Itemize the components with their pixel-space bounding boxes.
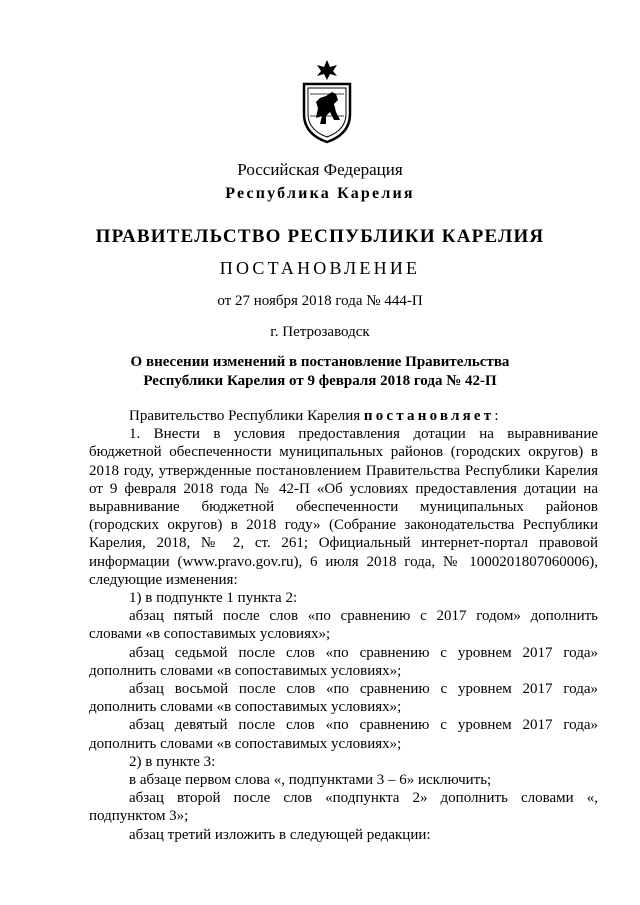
preamble-text: Правительство Республики Карелия (129, 408, 364, 424)
subject-line-1: О внесении изменений в постановление Правительства (130, 354, 510, 370)
body-paragraph: абзац восьмой после слов «по сравнению с уровнем 2017 года» дополнить словами «в сопоставимых условиях»; (89, 681, 598, 716)
coat-of-arms-icon (296, 58, 358, 144)
body-paragraph: абзац третий изложить в следующей редакции: (129, 826, 431, 843)
document-type: ПОСТАНОВЛЕНИЕ (219, 258, 421, 278)
document-body (89, 407, 598, 844)
body-paragraph: в абзаце первом слова «, подпунктами 3 – 6» исключить; (129, 772, 492, 789)
body-paragraph: абзац пятый после слов «по сравнению с 2017 годом» дополнить словами «в сопоставимых условиях»; (89, 608, 598, 643)
body-paragraph: абзац седьмой после слов «по сравнению с уровнем 2017 года» дополнить словами «в сопоставимых условиях»; (89, 644, 598, 679)
body-paragraph: 1) в подпункте 1 пункта 2: (129, 590, 298, 607)
body-paragraph: абзац второй после слов «подпункта 2» дополнить словами «, подпунктом 3»; (89, 790, 598, 825)
date-line: от 27 ноября 2018 года № 444-П (217, 293, 423, 309)
republic-title: Республика Карелия (225, 185, 415, 202)
subject-heading (0, 353, 640, 391)
federation-title: Российская Федерация (237, 160, 403, 179)
city-line: г. Петрозаводск (270, 324, 370, 340)
body-paragraph: 2) в пункте 3: (129, 753, 216, 770)
government-title: ПРАВИТЕЛЬСТВО РЕСПУБЛИКИ КАРЕЛИЯ (95, 226, 545, 247)
body-paragraph: абзац девятый после слов «по сравнению с уровнем 2017 года» дополнить словами «в сопоставимых условиях»; (89, 717, 598, 752)
subject-line-2: Республики Карелия от 9 февраля 2018 года № 42-П (143, 373, 497, 389)
preamble-end: : (494, 408, 499, 424)
preamble-verb: постановляет (363, 408, 495, 424)
body-paragraph: 1. Внести в условия предоставления дотации на выравнивание бюджетной обеспеченности муниципальных районов (городских округов) в 2018 году, утвержденные постановлением Правительства Республики Карелия от 9 февраля 2018 года № 42-П «Об условиях предоставления дотации на выравнивание бюджетной обеспеченности муниципальных районов (городских округов) в 2018 году» (Собрание законодательства Республики Карелия, 2018, № 2, ст. 261; Официальный интернет-портал правовой информации (www.pravo.gov.ru), 6 июля 2018 года, № 1000201807060006), следующие изменения: (89, 426, 598, 588)
preamble (89, 407, 598, 425)
